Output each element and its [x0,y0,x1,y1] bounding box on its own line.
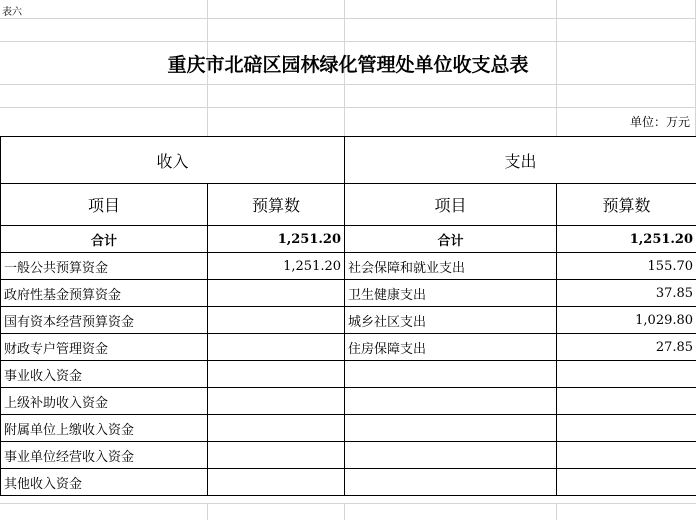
expense-value-cell [557,388,696,415]
expense-item-header: 项目 [345,184,557,226]
expense-total-value: 1,251.20 [557,226,696,253]
grid-line [0,84,696,85]
table-header-row [1,137,696,184]
expense-item-cell: 城乡社区支出 [345,307,557,334]
expense-item-cell: 卫生健康支出 [345,280,557,307]
expense-item-cell [345,442,557,469]
income-item-cell: 一般公共预算资金 [1,253,208,280]
income-value-cell [208,469,345,496]
expense-header: 支出 [345,137,696,184]
budget-table [0,136,696,496]
total-row [1,226,696,253]
table-subheader-row [1,184,696,226]
table-row [1,388,696,415]
expense-value-cell: 27.85 [557,334,696,361]
expense-item-cell [345,361,557,388]
expense-item-cell [345,388,557,415]
grid-line [0,107,696,108]
income-header: 收入 [1,137,345,184]
income-item-cell: 事业单位经营收入资金 [1,442,208,469]
grid-line [556,503,557,520]
table-row [1,415,696,442]
expense-budget-header: 预算数 [557,184,696,226]
expense-item-cell: 住房保障支出 [345,334,557,361]
expense-value-cell: 155.70 [557,253,696,280]
income-item-cell: 上级补助收入资金 [1,388,208,415]
income-value-cell [208,280,345,307]
grid-line [0,18,696,19]
income-item-cell: 政府性基金预算资金 [1,280,208,307]
income-item-cell: 财政专户管理资金 [1,334,208,361]
expense-value-cell [557,442,696,469]
income-value-cell [208,388,345,415]
expense-item-cell [345,469,557,496]
page-title: 重庆市北碚区园林绿化管理处单位收支总表 [167,54,529,76]
income-value-cell [208,442,345,469]
table-row [1,334,696,361]
income-value-cell [208,334,345,361]
income-item-cell: 其他收入资金 [1,469,208,496]
grid-line [0,503,696,504]
unit-label: 单位：万元 [629,115,690,129]
income-value-cell: 1,251.20 [208,253,345,280]
income-value-cell [208,307,345,334]
income-item-cell: 事业收入资金 [1,361,208,388]
income-total-label: 合计 [1,226,208,253]
income-value-cell [208,361,345,388]
table-row [1,280,696,307]
sheet-label: 表六 [2,7,22,18]
grid-line [207,503,208,520]
expense-value-cell: 37.85 [557,280,696,307]
expense-total-label: 合计 [345,226,557,253]
expense-value-cell [557,361,696,388]
grid-line [344,503,345,520]
expense-value-cell [557,415,696,442]
income-value-cell [208,415,345,442]
expense-value-cell: 1,029.80 [557,307,696,334]
table-row [1,469,696,496]
table-row [1,442,696,469]
expense-value-cell [557,469,696,496]
income-item-header: 项目 [1,184,208,226]
table-row [1,253,696,280]
income-total-value: 1,251.20 [208,226,345,253]
income-budget-header: 预算数 [208,184,345,226]
income-item-cell: 附属单位上缴收入资金 [1,415,208,442]
table-row [1,307,696,334]
income-item-cell: 国有资本经营预算资金 [1,307,208,334]
grid-line [0,41,696,42]
table-row [1,361,696,388]
expense-item-cell [345,415,557,442]
expense-item-cell: 社会保障和就业支出 [345,253,557,280]
